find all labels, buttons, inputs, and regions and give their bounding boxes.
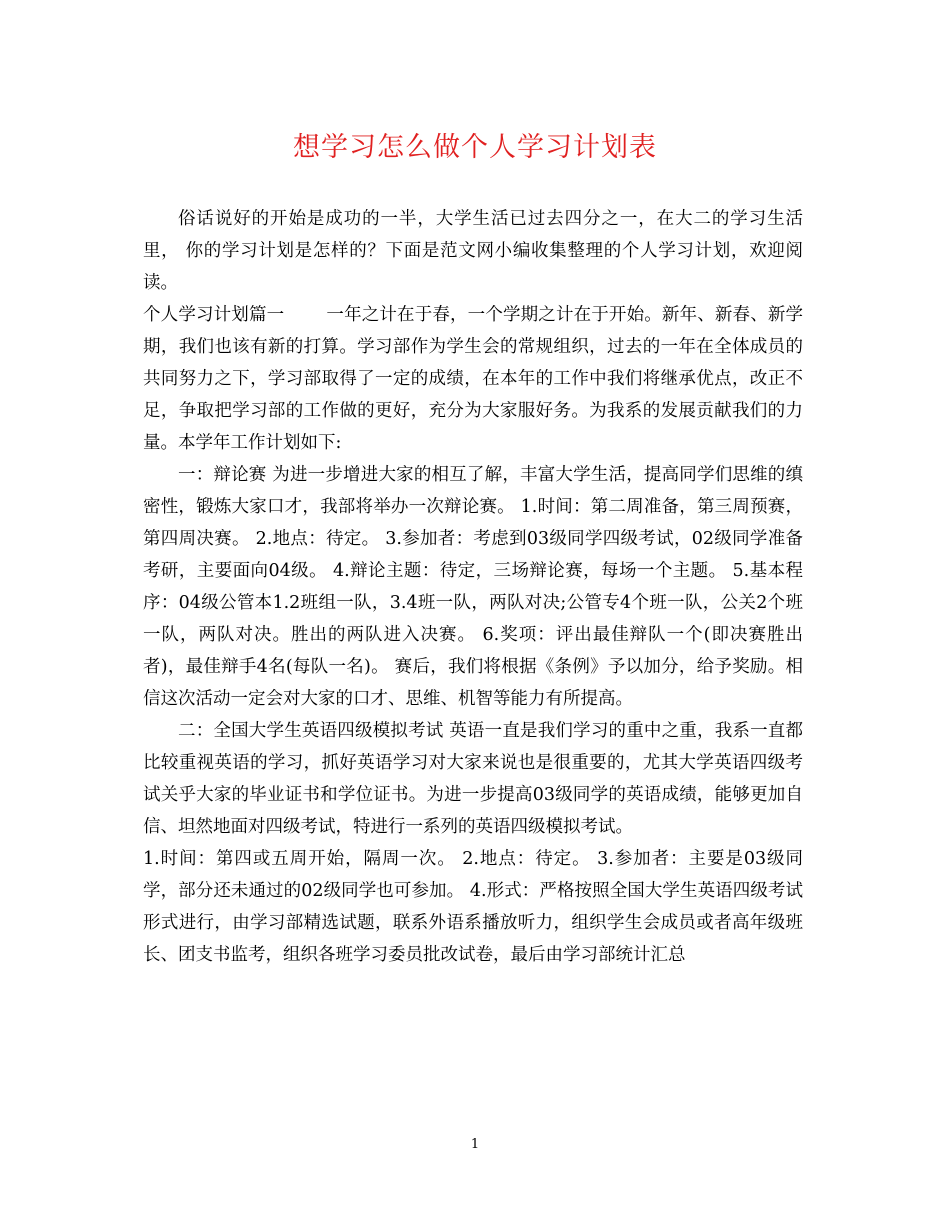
document-body [143,203,803,971]
section-paragraph [143,299,803,459]
section-heading: 个人学习计划篇一 [143,305,285,325]
document-title: 想学习怎么做个人学习计划表 [293,132,657,163]
intro-paragraph: 俗话说好的开始是成功的一半，大学生活已过去四分之一，在大二的学习生活里， 你的学习计划是怎样的？下面是范文网小编收集整理的个人学习计划，欢迎阅读。 [143,209,803,293]
section-text: 一年之计在于春，一个学期之计在于开始。新年、新春、新学期，我们也该有新的打算。学习部作为学生会的常规组织，过去的一年在全体成员的共同努力之下，学习部取得了一定的成绩，在本年的工作中我们将继承优点，改正不足，争取把学习部的工作做的更好，充分为大家服好务。为我系的发展贡献我们的力量。本学年工作计划如下: [143,305,804,453]
page-number: 1 [470,1137,480,1152]
item-1-paragraph: 一：辩论赛 为进一步增进大家的相互了解，丰富大学生活，提高同学们思维的缜密性，锻炼大家口才，我部将举办一次辩论赛。 1.时间：第二周准备，第三周预赛，第四周决赛。 2.地点：待定。 3.参加者：考虑到03级同学四级考试，02级同学准备考研，主要面向04级。 4.辩论主题：待定，三场辩论赛，每场一个主题。 5.基本程序：04级公管本1.2班组一队，3.4班一队，两队对决;公管专4个班一队，公关2个班一队，两队对决。胜出的两队进入决赛。 6.奖项：评出最佳辩队一个(即决赛胜出者)，最佳辩手4名(每队一名)。 赛后，我们将根据《条例》予以加分，给予奖励。相信这次活动一定会对大家的口才、思维、机智等能力有所提高。 [143,465,803,709]
item-2-paragraph: 二：全国大学生英语四级模拟考试 英语一直是我们学习的重中之重，我系一直都比较重视英语的学习，抓好英语学习对大家来说也是很重要的，尤其大学英语四级考试关乎大家的毕业证书和学位证书。为进一步提高03级同学的英语成绩，能够更加自信、坦然地面对四级考试，特进行一系列的英语四级模拟考试。 [143,721,803,837]
item-2-continuation: 1.时间：第四或五周开始，隔周一次。 2.地点：待定。 3.参加者：主要是03级同学，部分还未通过的02级同学也可参加。 4.形式：严格按照全国大学生英语四级考试形式进行，由学习部精选试题，联系外语系播放听力，组织学生会成员或者高年级班长、团支书监考，组织各班学习委员批改试卷，最后由学习部统计汇总 [143,849,803,965]
